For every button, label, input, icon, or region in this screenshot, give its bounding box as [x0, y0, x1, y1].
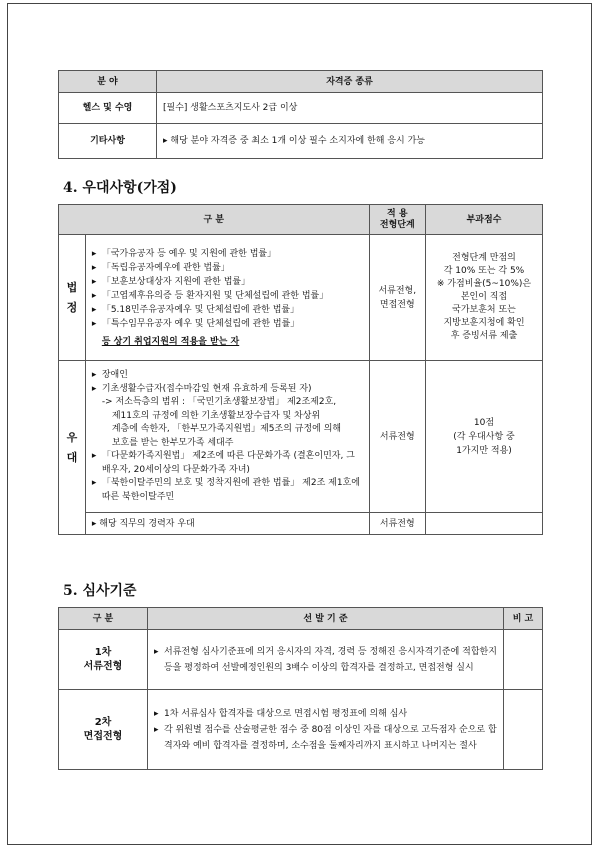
screen-header-note: 비 고: [504, 608, 543, 630]
list-item: ▸ 「5.18민주유공자예우 및 단체설립에 관한 법률」: [91, 304, 300, 315]
preferred-label: 우 대: [59, 361, 86, 535]
list-item: ▸ 「고엽제후유의증 등 환자지원 및 단체설립에 관한 법률」: [91, 290, 329, 301]
legal-items: [85, 235, 369, 361]
career-points: [426, 513, 543, 535]
note-second: [504, 690, 543, 770]
qual-header-field: 분 야: [59, 71, 157, 93]
stage-first: 1차 서류전형: [59, 630, 148, 690]
qual-field-health: 헬스 및 수영: [59, 93, 157, 124]
preferred-points: 10점 (각 우대사항 중 1가지만 적용): [426, 361, 543, 513]
screen-header-criteria: 선 발 기 준: [148, 608, 504, 630]
list-item: ▸ 「국가유공자 등 예우 및 지원에 관한 법률」: [91, 248, 277, 259]
pref-header-stage: 적 용 전형단계: [369, 205, 425, 235]
list-item: ▸ 각 위원별 점수를 산술평균한 점수 중 80점 이상인 자를 대상으로 고득점자 순으로 합격자와 예비 합격자를 결정하며, 소수점을 둘째자리까지 표시하고 나머지는 절사: [154, 724, 497, 751]
legal-label: 법 정: [59, 235, 86, 361]
pref-header-points: 부과점수: [426, 205, 543, 235]
list-item: ▸ 1차 서류심사 합격자를 대상으로 면접시험 평정표에 의해 심사: [154, 708, 408, 719]
screen-header-category: 구 분: [59, 608, 148, 630]
list-item: ▸ 서류전형 심사기준표에 의거 응시자의 자격, 경력 등 정해진 응시자격기준에 적합한지 등을 평정하여 선발예정인원의 3배수 이상의 합격자를 결정하고, 면접전형 실시: [154, 646, 497, 673]
list-item: ▸ 「보훈보상대상자 지원에 관한 법률」: [91, 276, 251, 287]
qual-header-type: 자격증 종류: [157, 71, 543, 93]
screening-table: [58, 607, 543, 770]
pref-header-category: 구 분: [59, 205, 370, 235]
legal-stage: 서류전형, 면접전형: [369, 235, 425, 361]
legal-footer: 등 상기 취업지원의 적용을 받는 자: [101, 336, 240, 347]
qual-value-etc: ▸ 해당 분야 자격증 중 최소 1개 이상 필수 소지자에 한해 응시 가능: [157, 124, 543, 159]
career-stage: 서류전형: [369, 513, 425, 535]
sub-item: 제11호의 규정에 의한 기초생활보장수급자 및 차상위: [111, 410, 321, 421]
section5-title: 5. 심사기준: [63, 583, 137, 599]
criteria-second: [148, 690, 504, 770]
preference-table: [58, 204, 543, 535]
qual-value-health: [필수] 생활스포츠지도사 2급 이상: [157, 93, 543, 124]
list-item: ▸ 「독립유공자예우에 관한 법률」: [91, 262, 230, 273]
sub-item: -> 저소득층의 범위 : 「국민기초생활보장법」 제2조제2호,: [101, 397, 337, 407]
bullet-icon: ▸: [91, 518, 97, 529]
sub-item: 보호를 받는 한부모가족 세대주: [111, 437, 234, 448]
list-item: ▸ 「특수임무유공자 예우 및 단체설립에 관한 법률」: [91, 318, 300, 329]
qual-field-etc: 기타사항: [59, 124, 157, 159]
preferred-stage: 서류전형: [369, 361, 425, 513]
preferred-items: [85, 361, 369, 513]
list-item: ▸ 「북한이탈주민의 보호 및 정착지원에 관한 법률」 제2조 제1호에 따른 북한이탈주민: [91, 478, 360, 502]
criteria-first: [148, 630, 504, 690]
career-item: ▸ 해당 직무의 경력자 우대: [85, 513, 369, 535]
list-item: ▸ 기초생활수급자(접수마감일 현재 유효하게 등록된 자): [91, 383, 312, 394]
sub-item: 계층에 속한자, 「한부모가족지원법」제5조의 규정에 의해: [111, 424, 342, 434]
bullet-icon: ▸: [163, 136, 168, 146]
legal-points: 전형단계 만점의 각 10% 또는 각 5% ※ 가점비율(5~10%)은 본인이 직접 국가보훈처 또는 지방보훈지청에 확인 후 증빙서류 제출: [426, 235, 543, 361]
section4-title: 4. 우대사항(가점): [63, 180, 177, 196]
qualification-table: [58, 70, 543, 159]
stage-second: 2차 면접전형: [59, 690, 148, 770]
list-item: ▸ 장애인: [91, 370, 128, 380]
note-first: [504, 630, 543, 690]
list-item: ▸ 「다문화가족지원법」 제2조에 따른 다문화가족 (결혼이민자, 그 배우자, 20세이상의 다문화가족 자녀): [91, 451, 355, 475]
